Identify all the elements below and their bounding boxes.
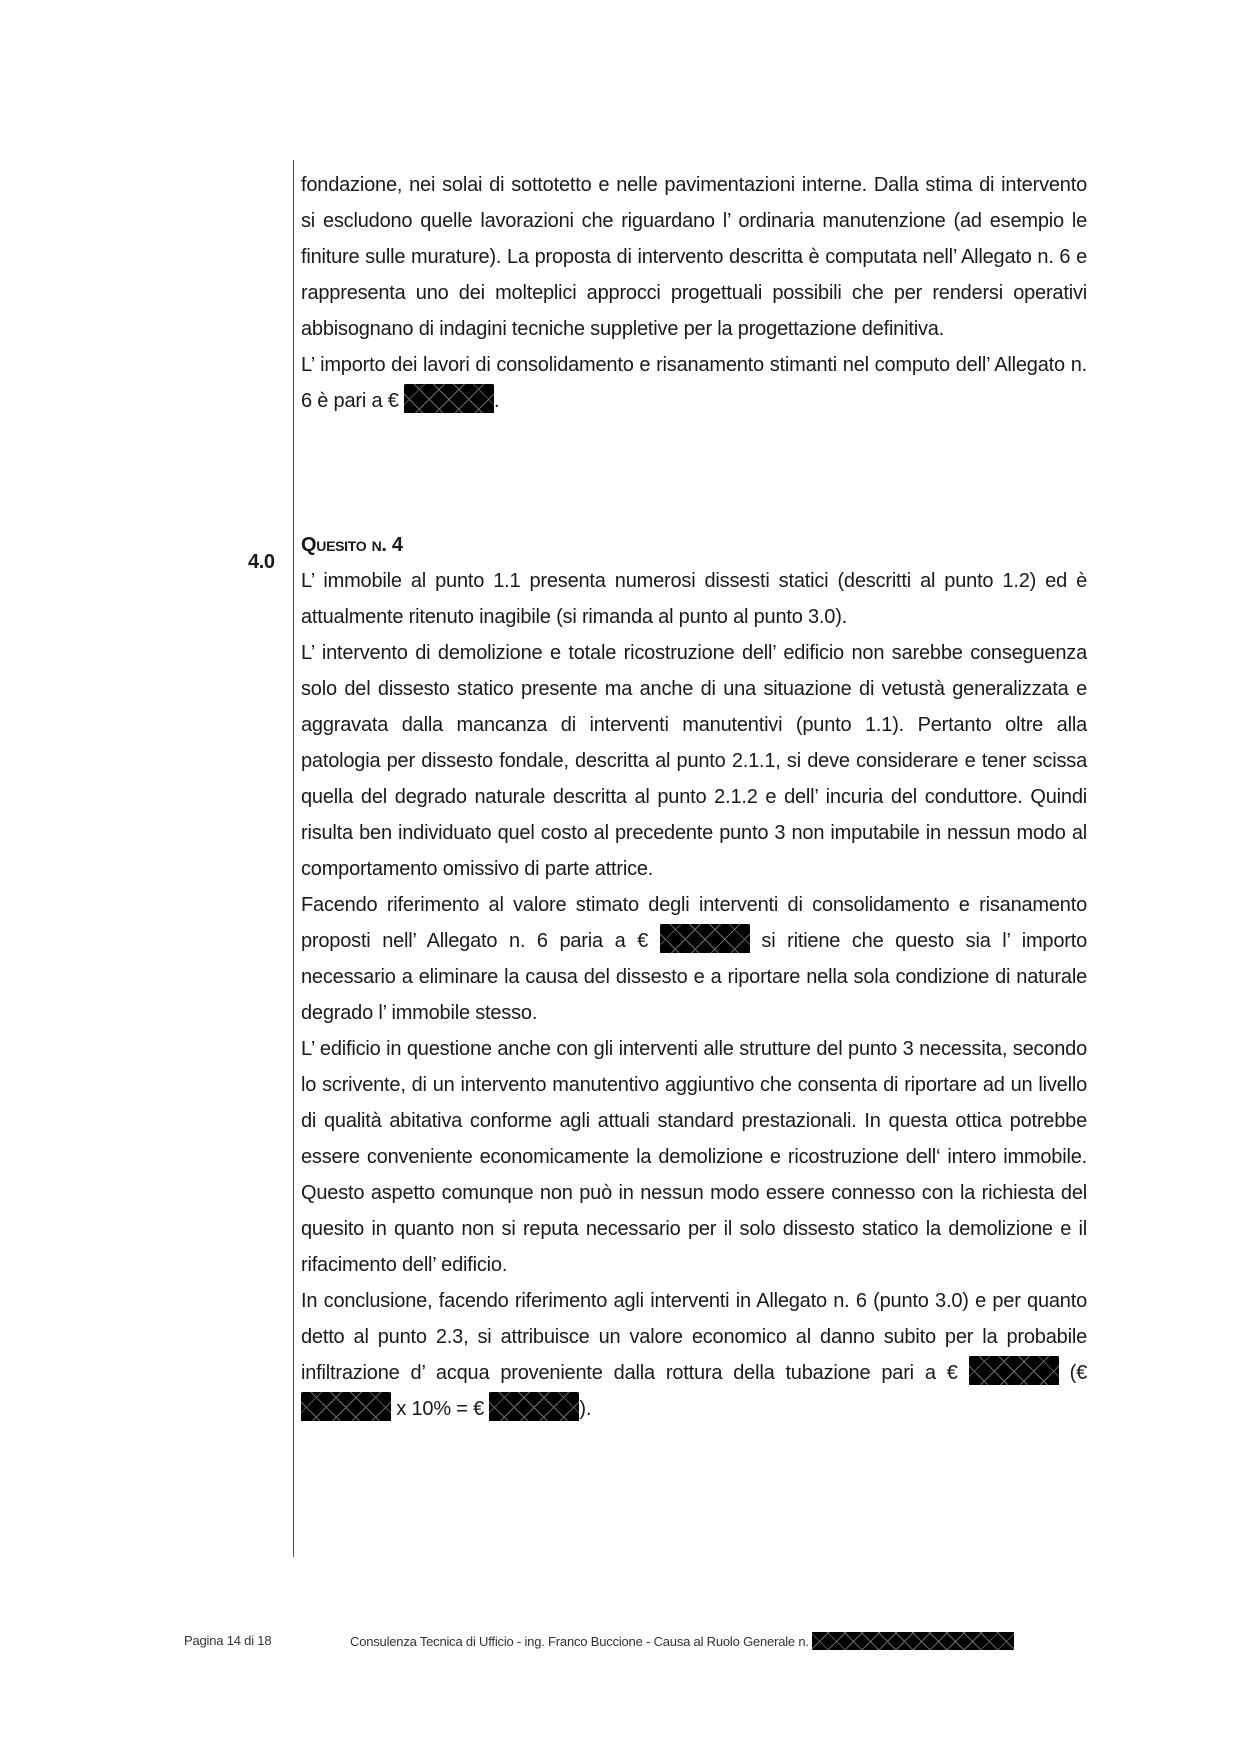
para3-text-before: Facendo riferimento al valore stimato degli interventi di consolidamento e risanamento proposti nell’ Allegato n. 6 paria a €: [301, 894, 1087, 952]
para5-text-mid2: x 10% = €: [391, 1398, 490, 1420]
amount-text-after: .: [494, 390, 500, 412]
margin-rule: [293, 160, 294, 1557]
redacted-case-number: [812, 1632, 1014, 1650]
para5-text-mid1: (€: [1058, 1362, 1087, 1384]
redacted-amount: [404, 384, 494, 413]
section-title: Quesito n. 4: [301, 534, 403, 556]
paragraph-intro: fondazione, nei solai di sottotetto e nelle pavimentazioni interne. Dalla stima di intervento si escludono quelle lavorazioni che riguardano l’ ordinaria manutenzione (ad esempio le finiture sulle murature). La proposta di intervento descritta è computata nell’ Allegato n. 6 e rappresenta uno dei molteplici approcci progettuali possibili che per rendersi operativi abbisognano di indagini tecniche suppletive per la progettazione definitiva.: [301, 174, 1087, 340]
para5-text-before: In conclusione, facendo riferimento agli interventi in Allegato n. 6 (punto 3.0) e per quanto detto al punto 2.3, si attribuisce un valore economico al danno subito per la probabile infiltrazione d’ acqua proveniente dalla rottura della tubazione pari a €: [301, 1290, 1087, 1384]
section-paragraph-3: [301, 887, 1087, 1031]
section-number: 4.0: [248, 551, 275, 573]
redacted-amount: [660, 924, 750, 953]
redacted-amount: [301, 1392, 391, 1421]
section-spacer: [301, 419, 1087, 527]
body-text: [301, 167, 1087, 1427]
paragraph-amount: [301, 347, 1087, 419]
section-paragraph-5: [301, 1283, 1087, 1427]
section-paragraph-1: L’ immobile al punto 1.1 presenta numerosi dissesti statici (descritti al punto 1.2) ed è attualmente ritenuto inagibile (si rimanda al punto al punto 3.0).: [301, 570, 1087, 628]
redacted-amount: [489, 1392, 579, 1421]
amount-text-before: L’ importo dei lavori di consolidamento e risanamento stimanti nel computo dell’ Allegato n. 6 è pari a €: [301, 354, 1087, 412]
section-paragraph-4: L’ edificio in questione anche con gli interventi alle strutture del punto 3 necessita, secondo lo scrivente, di un intervento manutentivo aggiuntivo che consenta di riportare ad un livello di qualità abitativa conforme agli attuali standard prestazionali. In questa ottica potrebbe essere conveniente economicamente la demolizione e ricostruzione dell‘ intero immobile. Questo aspetto comunque non può in nessun modo essere connesso con la richiesta del quesito in quanto non si reputa necessario per il solo dissesto statico la demolizione e il rifacimento dell’ edificio.: [301, 1038, 1087, 1276]
para3-text-after: si ritiene che questo sia l’ importo necessario a eliminare la causa del dissesto e a riportare nella sola condizione di naturale degrado l’ immobile stesso.: [301, 930, 1087, 1024]
footer-page-number: Pagina 14 di 18: [184, 1633, 272, 1648]
para5-text-after: ).: [579, 1398, 592, 1420]
redacted-amount: [969, 1356, 1059, 1385]
section-paragraph-2: L’ intervento di demolizione e totale ricostruzione dell’ edificio non sarebbe conseguenza solo del dissesto statico presente ma anche di una situazione di vetustà generalizzata e aggravata dalla mancanza di interventi manutentivi (punto 1.1). Pertanto oltre alla patologia per dissesto fondale, descritta al punto 2.1.1, si deve considerare e tener scissa quella del degrado naturale descritta al punto 2.1.2 e dell’ incuria del conduttore. Quindi risulta ben individuato quel costo al precedente punto 3 non imputabile in nessun modo al comportamento omissivo di parte attrice.: [301, 642, 1087, 880]
footer-reference: [350, 1632, 1014, 1651]
footer-reference-text: Consulenza Tecnica di Ufficio - ing. Franco Buccione - Causa al Ruolo Generale n.: [350, 1634, 813, 1649]
